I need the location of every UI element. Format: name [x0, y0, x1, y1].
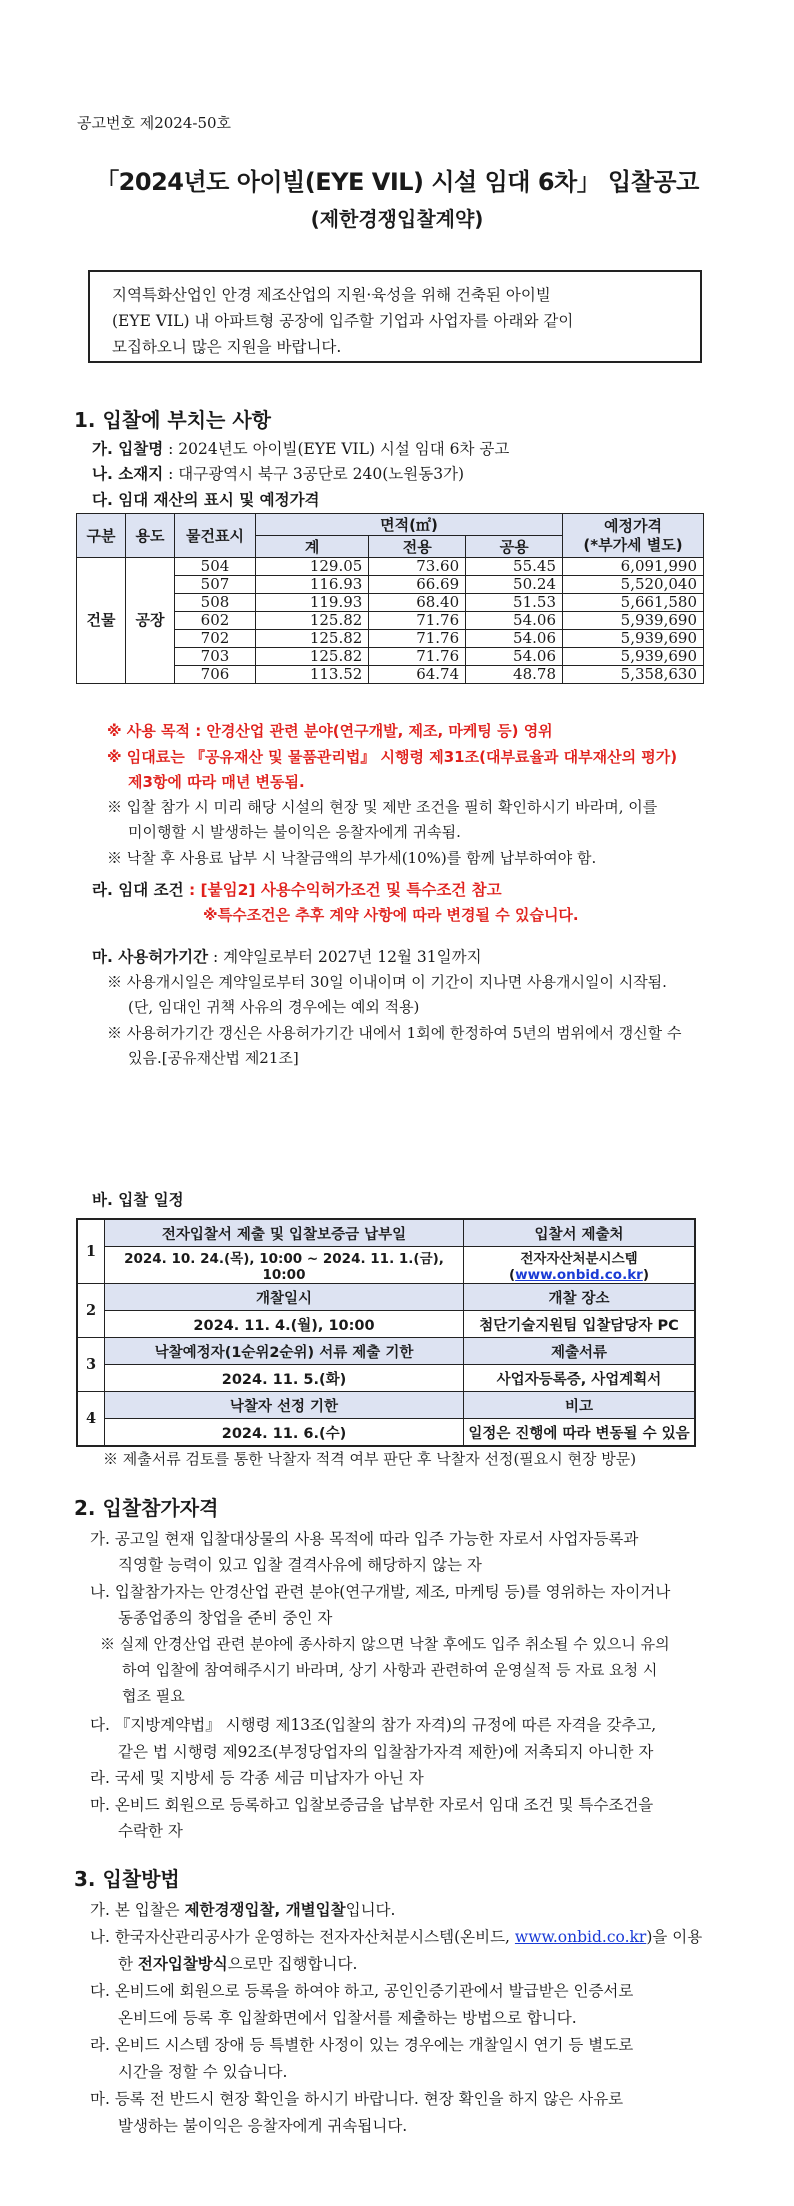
col-area: 면적(㎡)	[256, 514, 563, 536]
col-common: 공용	[466, 536, 563, 558]
schedule-table	[76, 1218, 696, 1447]
intro-line: 지역특화산업인 안경 제조산업의 지원·육성을 위해 건축된 아이빌	[112, 286, 551, 304]
permit-period-value: : 계약일로부터 2027년 12월 31일까지	[208, 948, 482, 966]
renewal-note-line2: 있음.[공유재산법 제21조]	[128, 1049, 299, 1067]
table-row: 602 125.82 71.76 54.06 5,939,690	[77, 612, 704, 630]
section2-heading: 2. 입찰참가자격	[74, 1496, 219, 1520]
col-total: 계	[256, 536, 369, 558]
col-item: 물건표시	[175, 514, 256, 558]
location-value: : 대구광역시 북구 3공단로 240(노원동3가)	[163, 465, 465, 483]
method-ra-line2: 시간을 정할 수 있습니다.	[118, 2063, 288, 2081]
location-row	[92, 462, 464, 484]
property-heading: 다. 임대 재산의 표시 및 예정가격	[92, 491, 320, 509]
method-na-line2: 한 전자입찰방식으로만 집행합니다.	[118, 1955, 358, 1973]
qualification-na-line2: 동종업종의 창업을 준비 중인 자	[118, 1609, 333, 1627]
special-condition-note: ※특수조건은 추후 계약 사항에 따라 변경될 수 있습니다.	[203, 906, 579, 924]
qualification-ra: 라. 국세 및 지방세 등 각종 세금 미납자가 아닌 자	[90, 1769, 424, 1787]
rent-note-line1: ※ 임대료는 『공유재산 및 물품관리법』 시행령 제31조(대부료율과 대부재산의 평가)	[107, 748, 678, 766]
vat-note: ※ 낙찰 후 사용료 납부 시 낙찰금액의 부가세(10%)를 함께 납부하여야 함.	[107, 849, 597, 867]
qualification-ga-line1: 가. 공고일 현재 입찰대상물의 사용 목적에 따라 입주 가능한 자로서 사업자등록과	[90, 1530, 639, 1548]
qualification-na-line1: 나. 입찰참가자는 안경산업 관련 분야(연구개발, 제조, 마케팅 등)를 영위하는 자이거나	[90, 1583, 671, 1601]
purpose-note: ※ 사용 목적 : 안경산업 관련 분야(연구개발, 제조, 마케팅 등) 영위	[107, 722, 553, 740]
schedule-heading: 바. 입찰 일정	[92, 1191, 184, 1209]
site-check-note-line2: 미이행할 시 발생하는 불이익은 응찰자에게 귀속됨.	[128, 823, 461, 841]
table-row: 2024. 11. 6.(수) 일정은 진행에 따라 변동될 수 있음	[77, 1419, 695, 1447]
table-row: 2024. 10. 24.(목), 10:00 ~ 2024. 11. 1.(금), 10:00 전자자산처분시스템 (www.onbid.co.kr)	[77, 1247, 695, 1284]
qualification-note-line1: ※ 실제 안경산업 관련 분야에 종사하지 않으면 낙찰 후에도 입주 취소될 수 있으니 유의	[100, 1635, 670, 1653]
col-use: 용도	[126, 514, 175, 558]
section1-heading: 1. 입찰에 부치는 사항	[74, 408, 271, 432]
table-row: 건물 공장 504 129.05 73.60 55.45 6,091,990	[77, 558, 704, 576]
qualification-note-line3: 협조 필요	[122, 1687, 185, 1705]
rent-note-line2: 제3항에 따라 매년 변동됨.	[128, 773, 305, 791]
permit-period-row	[92, 945, 482, 967]
page-title: 「2024년도 아이빌(EYE VIL) 시설 임대 6차」 입찰공고	[95, 168, 699, 196]
col-exclusive: 전용	[369, 536, 466, 558]
table-row: 2024. 11. 4.(월), 10:00 첨단기술지원팀 입찰담당자 PC	[77, 1311, 695, 1338]
intro-line: (EYE VIL) 내 아파트형 공장에 입주할 기업과 사업자를 아래와 같이	[112, 312, 574, 330]
renewal-note-line1: ※ 사용허가기간 갱신은 사용허가기간 내에서 1회에 한정하여 5년의 범위에서 갱신할 수	[107, 1024, 682, 1042]
start-date-exception: (단, 임대인 귀책 사유의 경우에는 예외 적용)	[128, 998, 420, 1016]
bid-name-label: 가. 입찰명	[92, 440, 164, 458]
onbid-link[interactable]: www.onbid.co.kr	[515, 1267, 643, 1283]
table-row: 703 125.82 71.76 54.06 5,939,690	[77, 648, 704, 666]
method-ga: 가. 본 입찰은 제한경쟁입찰, 개별입찰입니다.	[90, 1901, 396, 1919]
lease-condition-value: : [붙임2] 사용수익허가조건 및 특수조건 참고	[183, 881, 502, 899]
bid-name-row	[92, 437, 509, 459]
property-table	[76, 513, 704, 684]
method-ra-line1: 라. 온비드 시스템 장애 등 특별한 사정이 있는 경우에는 개찰일시 연기 등 별도로	[90, 2036, 634, 2054]
method-da-line1: 다. 온비드에 회원으로 등록을 하여야 하고, 공인인증기관에서 발급받은 인증서로	[90, 1982, 634, 2000]
lease-condition-label: 라. 임대 조건	[92, 881, 184, 899]
table-row: 4 낙찰자 선정 기한 비고	[77, 1392, 695, 1419]
table-row: 507 116.93 66.69 50.24 5,520,040	[77, 576, 704, 594]
table-row: 702 125.82 71.76 54.06 5,939,690	[77, 630, 704, 648]
method-ma-line2: 발생하는 불이익은 응찰자에게 귀속됩니다.	[118, 2117, 408, 2135]
notice-number: 공고번호 제2024-50호	[77, 114, 232, 132]
method-da-line2: 온비드에 등록 후 입찰화면에서 입찰서를 제출하는 방법으로 합니다.	[118, 2009, 577, 2027]
lease-condition-row	[92, 878, 502, 900]
table-row: 706 113.52 64.74 48.78 5,358,630	[77, 666, 704, 684]
qualification-da-line2: 같은 법 시행령 제92조(부정당업자의 입찰참가자격 제한)에 저촉되지 아니한 자	[118, 1743, 654, 1761]
qualification-ga-line2: 직영할 능력이 있고 입찰 결격사유에 해당하지 않는 자	[118, 1556, 482, 1574]
schedule-note: ※ 제출서류 검토를 통한 낙찰자 적격 여부 판단 후 낙찰자 선정(필요시 현장 방문)	[103, 1450, 637, 1468]
bid-name-value: : 2024년도 아이빌(EYE VIL) 시설 임대 6차 공고	[163, 440, 510, 458]
qualification-note-line2: 하여 입찰에 참여해주시기 바라며, 상기 사항과 관련하여 운영실적 등 자료 요청 시	[122, 1661, 658, 1679]
section3-heading: 3. 입찰방법	[74, 1867, 180, 1891]
method-ma-line1: 마. 등록 전 반드시 현장 확인을 하시기 바랍니다. 현장 확인을 하지 않은 사유로	[90, 2090, 624, 2108]
table-row: 2024. 11. 5.(화) 사업자등록증, 사업계획서	[77, 1365, 695, 1392]
method-na-line1: 나. 한국자산관리공사가 운영하는 전자자산처분시스템(온비드, www.onbid.co.kr)을 이용	[90, 1928, 703, 1946]
col-category: 구분	[77, 514, 126, 558]
category-cell: 건물	[77, 558, 126, 684]
intro-line: 모집하오니 많은 지원을 바랍니다.	[112, 338, 342, 356]
qualification-ma-line1: 마. 온비드 회원으로 등록하고 입찰보증금을 납부한 자로서 임대 조건 및 특수조건을	[90, 1796, 654, 1814]
table-row: 3 낙찰예정자(1순위2순위) 서류 제출 기한 제출서류	[77, 1338, 695, 1365]
onbid-link[interactable]: www.onbid.co.kr	[514, 1928, 647, 1946]
start-date-note: ※ 사용개시일은 계약일로부터 30일 이내이며 이 기간이 지나면 사용개시일이 시작됨.	[107, 973, 667, 991]
table-row: 508 119.93 68.40 51.53 5,661,580	[77, 594, 704, 612]
intro-box	[88, 270, 702, 363]
qualification-da-line1: 다. 『지방계약법』 시행령 제13조(입찰의 참가 자격)의 규정에 따른 자격을 갖추고,	[90, 1716, 657, 1734]
table-row: 2 개찰일시 개찰 장소	[77, 1284, 695, 1311]
use-cell: 공장	[126, 558, 175, 684]
page-subtitle: (제한경쟁입찰계약)	[310, 207, 484, 231]
permit-period-label: 마. 사용허가기간	[92, 948, 209, 966]
qualification-ma-line2: 수락한 자	[118, 1822, 183, 1840]
col-price: 예정가격 (*부가세 별도)	[563, 514, 704, 558]
site-check-note-line1: ※ 입찰 참가 시 미리 해당 시설의 현장 및 제반 조건을 필히 확인하시기 바라며, 이를	[107, 798, 658, 816]
location-label: 나. 소재지	[92, 465, 164, 483]
table-row: 1 전자입찰서 제출 및 입찰보증금 납부일 입찰서 제출처	[77, 1219, 695, 1247]
